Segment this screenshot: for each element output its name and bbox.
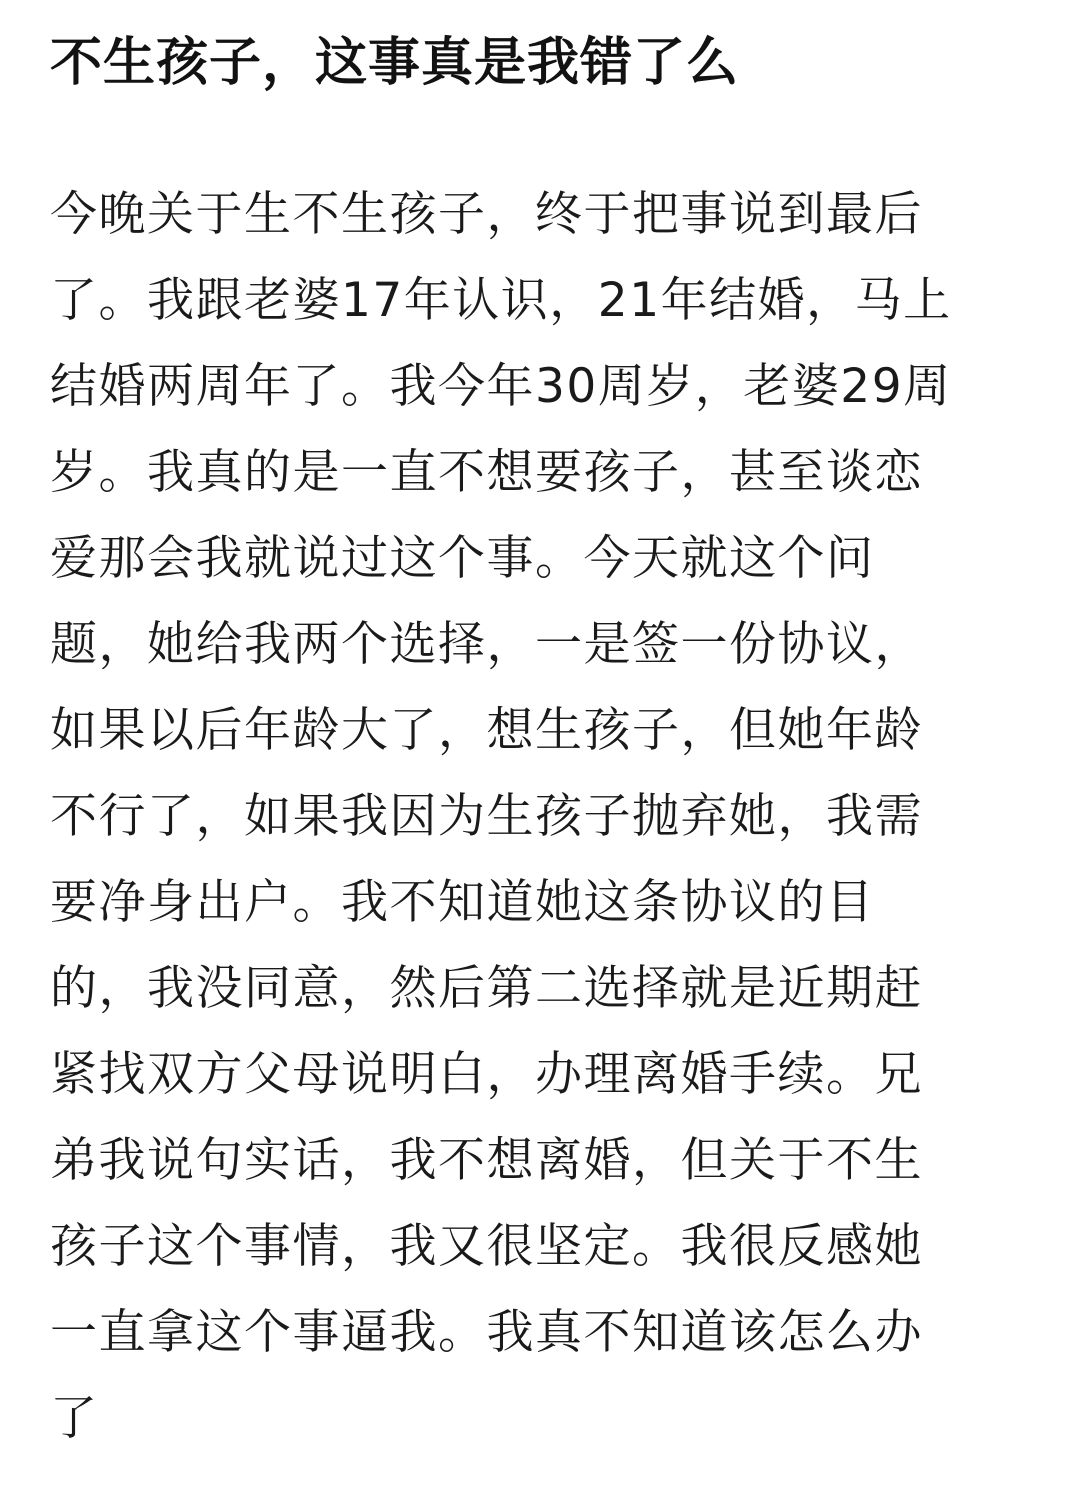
body-line: 了 [50, 1391, 99, 1446]
body-line: 的，我没同意，然后第二选择就是近期赶 [50, 961, 923, 1016]
post-content [50, 0, 1040, 1462]
body-line: 紧找双方父母说明白，办理离婚手续。兄 [50, 1047, 923, 1102]
body-line: 要净身出户。我不知道她这条协议的目 [50, 875, 875, 930]
body-line: 题，她给我两个选择，一是签一份协议， [50, 617, 923, 672]
body-line: 如果以后年龄大了，想生孩子，但她年龄 [50, 703, 923, 758]
post-title: 不生孩子，这事真是我错了么 [50, 33, 740, 93]
body-line: 一直拿这个事逼我。我真不知道该怎么办 [50, 1305, 923, 1360]
body-line: 今晚关于生不生孩子，终于把事说到最后 [50, 187, 923, 242]
post-body [50, 172, 1040, 1462]
body-line: 弟我说句实话，我不想离婚，但关于不生 [50, 1133, 923, 1188]
body-line: 结婚两周年了。我今年30周岁，老婆29周 [50, 359, 952, 414]
body-line: 爱那会我就说过这个事。今天就这个问 [50, 531, 875, 586]
body-line: 岁。我真的是一直不想要孩子，甚至谈恋 [50, 445, 923, 500]
body-line: 不行了，如果我因为生孩子抛弃她，我需 [50, 789, 923, 844]
body-line: 孩子这个事情，我又很坚定。我很反感她 [50, 1219, 923, 1274]
body-line: 了。我跟老婆17年认识，21年结婚，马上 [50, 273, 952, 328]
